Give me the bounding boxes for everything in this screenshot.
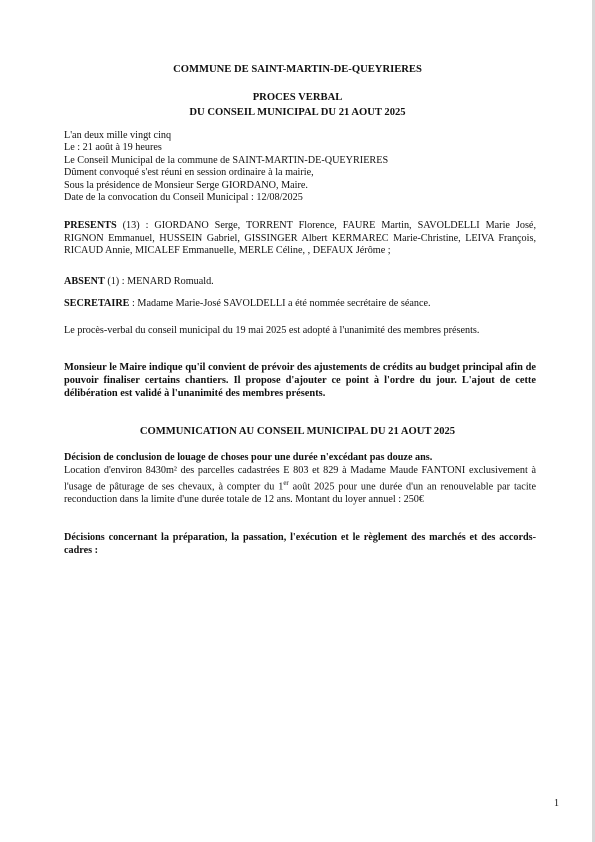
secretaire-text: : Madame Marie-José SAVOLDELLI a été nommée secrétaire de séance. — [129, 298, 431, 309]
intro-line: Date de la convocation du Conseil Municipal : 12/08/2025 — [64, 192, 303, 204]
commune-heading: COMMUNE DE SAINT-MARTIN-DE-QUEYRIERES — [173, 64, 422, 75]
decision-text-a: Location d'environ 8430m² des parcelles cadastrées E 803 et 829 à Madame Maude FANTONI exclusivement à l'usage de pâturage de ses chevaux, à compter du 1 — [64, 464, 536, 493]
title-line-2: DU CONSEIL MUNICIPAL DU 21 AOUT 2025 — [189, 107, 406, 118]
decision-text-b: août 2025 pour une durée d'un an renouvelable par tacite reconduction dans la limite d'une durée totale de 12 ans. Montant du loyer annuel : 250€ — [64, 481, 537, 506]
decision-sup: er — [283, 479, 289, 488]
title-line-1: PROCES VERBAL — [252, 92, 343, 103]
intro-line: Dûment convoqué s'est réuni en session ordinaire à la mairie, — [64, 167, 314, 179]
page-number: 1 — [554, 798, 559, 809]
decisions-marches-heading: Décisions concernant la préparation, la passation, l'exécution et le règlement des marchés et des accords-cadres : — [64, 532, 536, 556]
absent-text: (1) : MENARD Romuald. — [104, 276, 214, 287]
communication-heading: COMMUNICATION AU CONSEIL MUNICIPAL DU 21 AOUT 2025 — [139, 426, 456, 437]
presents-paragraph — [64, 220, 536, 258]
pv-adoption-paragraph: Le procès-verbal du conseil municipal du 19 mai 2025 est adopté à l'unanimité des membres présents. — [64, 325, 480, 336]
absent-paragraph — [64, 276, 536, 289]
decision-paragraph — [64, 452, 536, 507]
secretaire-label: SECRETAIRE — [64, 298, 130, 309]
presents-label: PRESENTS — [64, 220, 117, 231]
absent-label: ABSENT — [64, 276, 105, 287]
intro-block — [64, 130, 544, 204]
intro-line: L'an deux mille vingt cinq — [64, 130, 172, 141]
intro-line: Le : 21 août à 19 heures — [64, 142, 162, 154]
secretaire-paragraph — [64, 298, 536, 311]
intro-line: Le Conseil Municipal de la commune de SAINT-MARTIN-DE-QUEYRIERES — [64, 154, 389, 166]
maire-paragraph: Monsieur le Maire indique qu'il convient de prévoir des ajustements de crédits au budget principal afin de pouvoir finaliser certains chantiers. Il propose d'ajouter ce point à l'ordre du jour. L'ajout de cette délibération est validé à l'unanimité des membres présents. — [64, 362, 536, 400]
decision-title: Décision de conclusion de louage de choses pour une durée n'excédant pas douze ans. — [64, 452, 433, 463]
presents-text: (13) : GIORDANO Serge, TORRENT Florence, FAURE Martin, SAVOLDELLI Marie José, RIGNON Emmanuel, HUSSEIN Gabriel, GISSINGER Albert KERMAREC Marie-Christine, LEIVA François, RICAUD Annie, MICALEF Emmanuelle, MERLE Céline, , DEFAUX Jérôme ; — [64, 220, 536, 257]
intro-line: Sous la présidence de Monsieur Serge GIORDANO, Maire. — [64, 179, 308, 191]
